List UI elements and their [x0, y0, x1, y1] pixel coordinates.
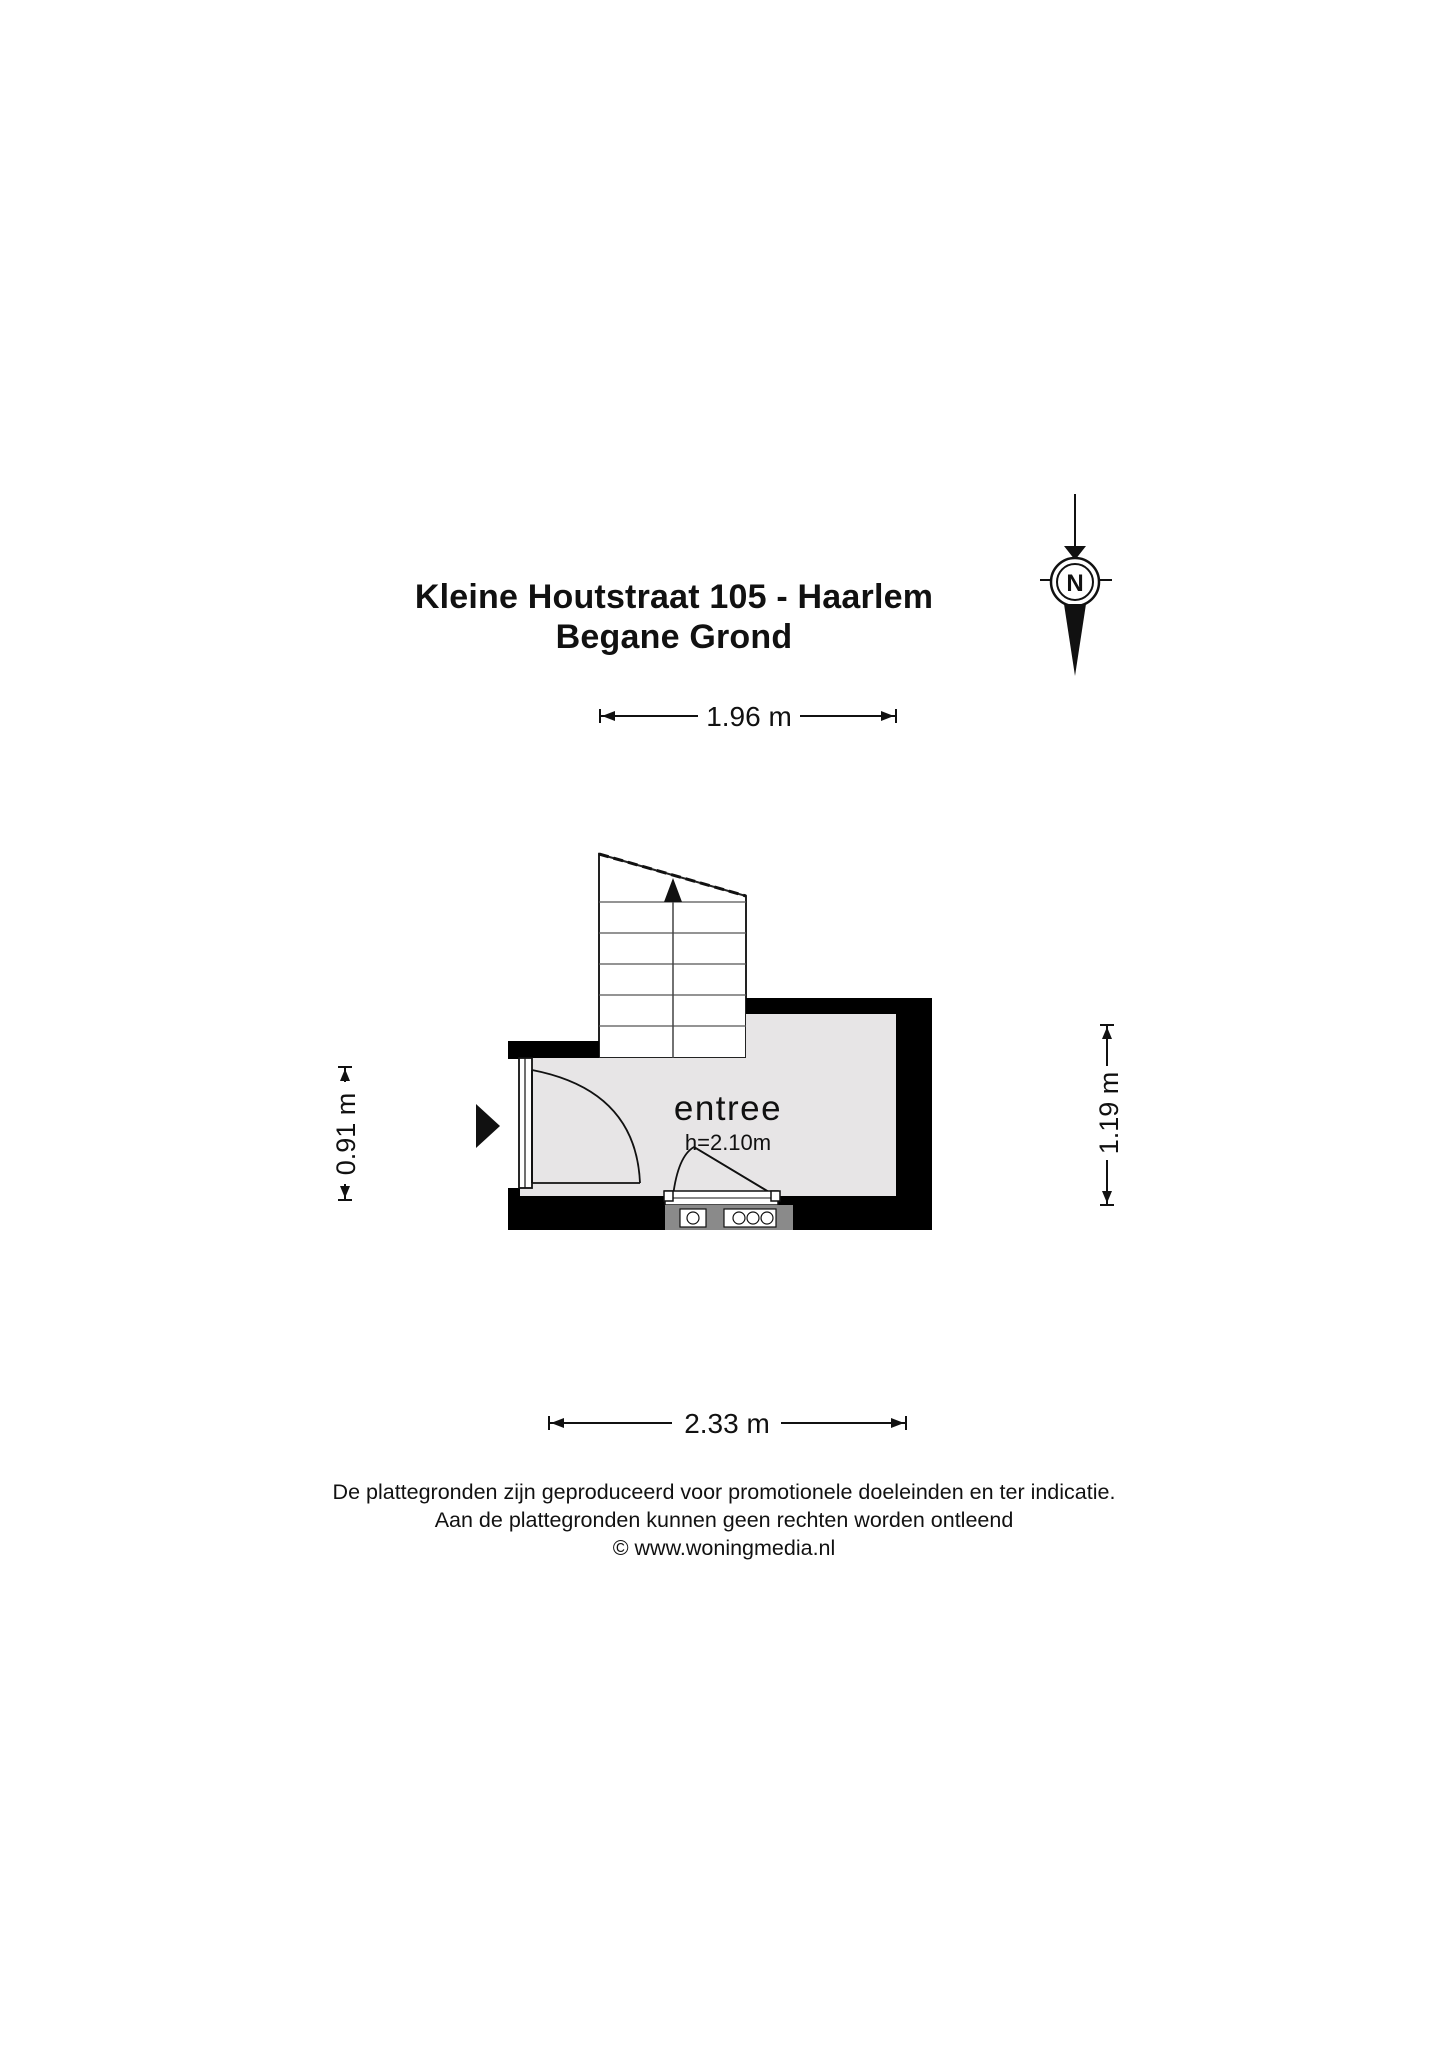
disclaimer-line-2: Aan de plattegronden kunnen geen rechten worden ontleend [434, 1508, 1014, 1532]
dimension-left [331, 1067, 361, 1200]
entrance-arrow-icon [476, 1104, 500, 1148]
room-name: entree [673, 1089, 783, 1128]
stair [599, 854, 746, 1058]
plan-title: Kleine Houtstraat 105 - Haarlem [414, 578, 934, 616]
disclaimer-line-1: De plattegronden zijn geproduceerd voor promotionele doeleinden en ter indicatie. [332, 1480, 1116, 1504]
meter-cupboard [665, 1205, 793, 1230]
dimension-bottom [549, 1408, 906, 1439]
disclaimer [0, 1478, 1448, 1562]
dimension-top [600, 701, 896, 732]
room-height: h=2.10m [684, 1130, 772, 1155]
compass-icon [1040, 494, 1112, 676]
dimension-right-label: 1.19 m [1094, 1071, 1124, 1155]
copyright-line: © www.woningmedia.nl [612, 1536, 836, 1560]
compass-label: N [1066, 570, 1084, 597]
dimension-top-label: 1.96 m [706, 701, 792, 732]
floor-name: Begane Grond [555, 618, 793, 656]
dimension-bottom-label: 2.33 m [684, 1408, 770, 1439]
dimension-left-label: 0.91 m [331, 1092, 361, 1176]
dimension-right [1094, 1025, 1124, 1205]
